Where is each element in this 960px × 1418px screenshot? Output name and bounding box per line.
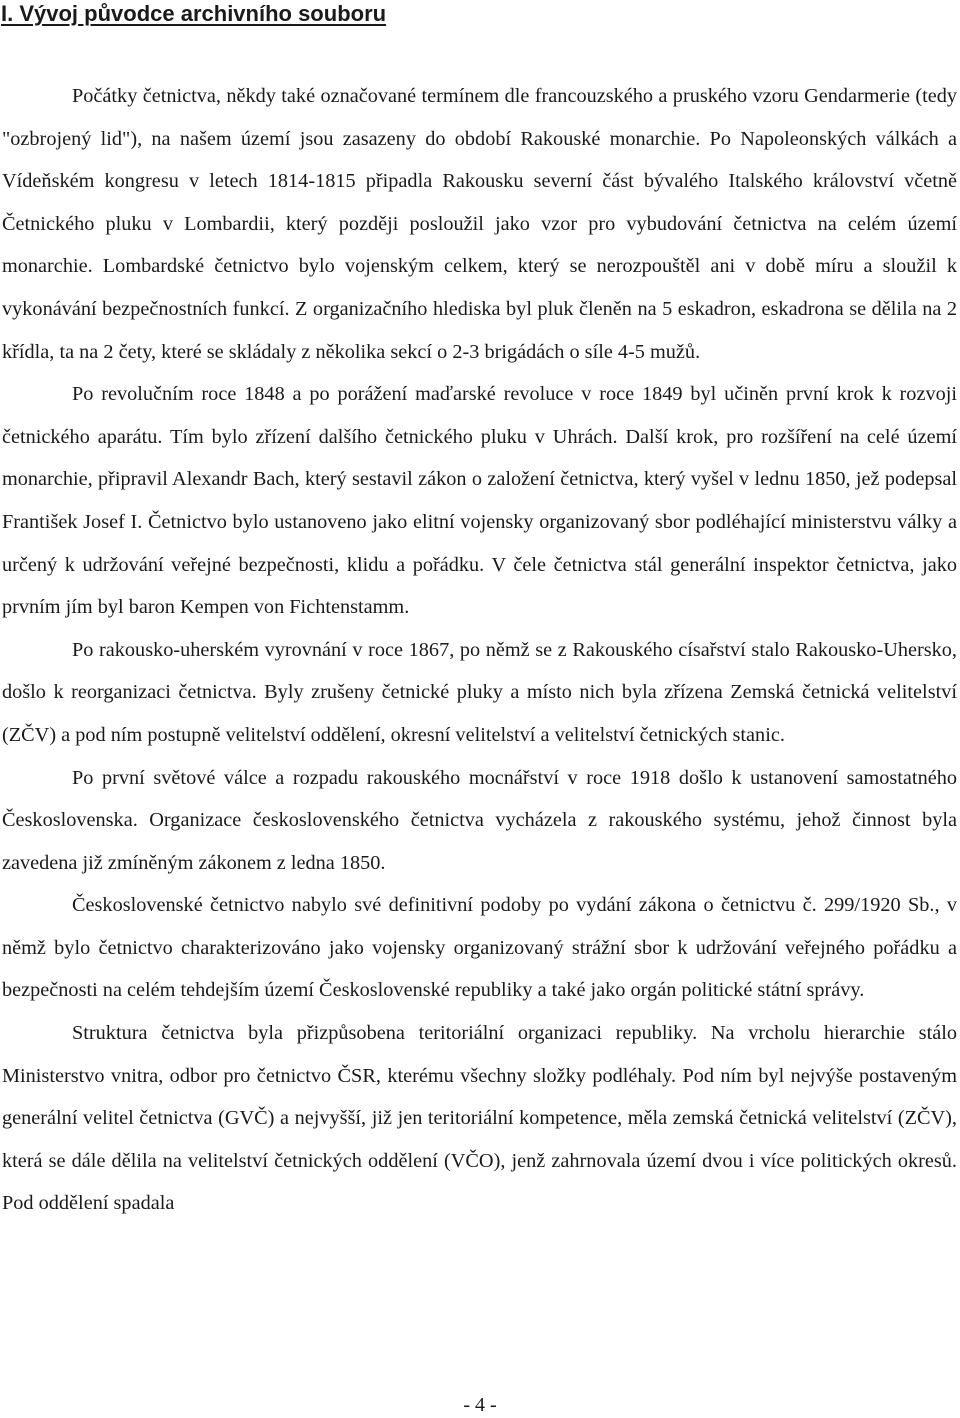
paragraph: Počátky četnictva, někdy také označované termínem dle francouzského a pruského vzoru Gendarmerie (tedy "ozbrojený lid"), na našem území jsou zasazeny do období Rakouské monarchie. Po Napoleonských válkách a Vídeňském kongresu v letech 1814-1815 připadla Rakousku severní část bývalého Italského království včetně Četnického pluku v Lombardii, který později posloužil jako vzor pro vybudování četnictva na celém území monarchie. Lombardské četnictvo bylo vojenským celkem, který se nerozpouštěl ani v době míru a sloužil k vykonávání bezpečnostních funkcí. Z organizačního hlediska byl pluk členěn na 5 eskadron, eskadrona se dělila na 2 křídla, ta na 2 čety, které se skládaly z několika sekcí o 2-3 brigádách o síle 4-5 mužů. bbox=[2, 85, 957, 363]
section-heading: I. Vývoj původce archivního souboru bbox=[1, 1, 387, 26]
paragraph: Po revolučním roce 1848 a po porážení maďarské revoluce v roce 1849 byl učiněn první krok k rozvoji četnického aparátu. Tím bylo zřízení dalšího četnického pluku v Uhrách. Další krok, pro rozšíření na celé území monarchie, připravil Alexandr Bach, který sestavil zákon o založení četnictva, který vyšel v lednu 1850, jež podepsal František Josef I. Četnictvo bylo ustanoveno jako elitní vojensky organizovaný sbor podléhající ministerstvu války a určený k udržování veřejné bezpečnosti, klidu a pořádku. V čele četnictva stál generální inspektor četnictva, jako prvním jím byl baron Kempen von Fichtenstamm. bbox=[2, 383, 957, 619]
document-body bbox=[2, 75, 957, 1225]
paragraph: Struktura četnictva byla přizpůsobena teritoriální organizaci republiky. Na vrcholu hierarchie stálo Ministerstvo vnitra, odbor pro četnictvo ČSR, kterému všechny složky podléhaly. Pod ním byl nejvýše postaveným generální velitel četnictva (GVČ) a nejvyšší, již jen teritoriální kompetence, měla zemská četnická velitelství (ZČV), která se dále dělila na velitelství četnických oddělení (VČO), jenž zahrnovala území dvou i více politických okresů. Pod oddělení spadala bbox=[2, 1022, 957, 1215]
paragraph: Po rakousko-uherském vyrovnání v roce 1867, po němž se z Rakouského císařství stalo Rakousko-Uhersko, došlo k reorganizaci četnictva. Byly zrušeny četnické pluky a místo nich byla zřízena Zemská četnická velitelství (ZČV) a pod ním postupně velitelství oddělení, okresní velitelství a velitelství četnických stanic. bbox=[2, 638, 957, 746]
paragraph: Po první světové válce a rozpadu rakouského mocnářství v roce 1918 došlo k ustanovení samostatného Československa. Organizace československého četnictva vycházela z rakouského systému, jehož činnost byla zavedena již zmíněným zákonem z ledna 1850. bbox=[2, 766, 957, 874]
paragraph: Československé četnictvo nabylo své definitivní podoby po vydání zákona o četnictvu č. 299/1920 Sb., v němž bylo četnictvo charakterizováno jako vojensky organizovaný strážní sbor k udržování veřejného pořádku a bezpečnosti na celém tehdejším území Československé republiky a také jako orgán politické státní správy. bbox=[2, 894, 957, 1002]
page-number: - 4 - bbox=[463, 1394, 497, 1416]
